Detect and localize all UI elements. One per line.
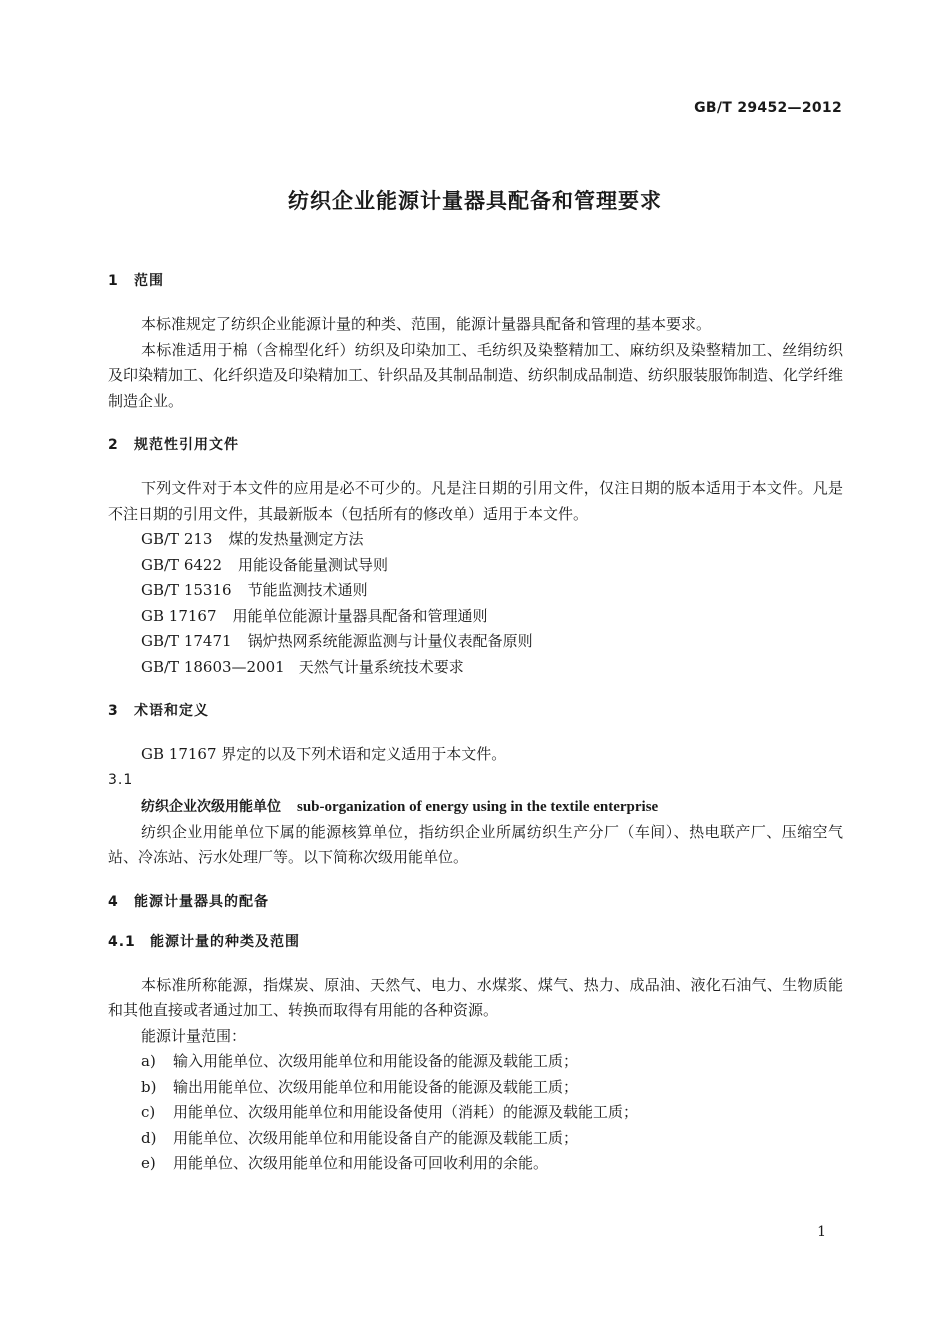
section-title: 能源计量器具的配备	[134, 893, 269, 910]
standard-number: GB/T 29452—2012	[694, 100, 842, 116]
list-marker: c)	[141, 1103, 156, 1121]
section-number: 4	[108, 893, 119, 910]
reference-title: 节能监测技术通则	[247, 581, 368, 599]
reference-title: 天然气计量系统技术要求	[298, 657, 464, 676]
scope-label: 能源计量范围：	[141, 1026, 247, 1045]
list-item	[108, 1151, 843, 1177]
list-text: 输出用能单位、次级用能单位和用能设备的能源及载能工质；	[173, 1077, 579, 1096]
section-title: 规范性引用文件	[134, 437, 239, 453]
list-item	[108, 1075, 843, 1101]
reference-code: GB/T 18603—2001	[141, 657, 285, 676]
reference-code: GB/T 213	[141, 530, 213, 548]
term-definition: 纺织企业用能单位下属的能源核算单位，指纺织企业所属纺织生产分厂（车间）、热电联产厂、压缩空气站、冷冻站、污水处理厂等。以下简称次级用能单位。	[108, 822, 843, 866]
section-title: 术语和定义	[134, 703, 209, 719]
list-text: 用能单位、次级用能单位和用能设备自产的能源及载能工质；	[173, 1128, 579, 1147]
section-4-heading	[108, 889, 843, 915]
reference-item	[108, 604, 843, 630]
list-marker: e)	[141, 1154, 156, 1172]
reference-item	[108, 578, 843, 604]
section-number: 1	[108, 273, 119, 289]
paragraph: 本标准规定了纺织企业能源计量的种类、范围，能源计量器具配备和管理的基本要求。	[141, 315, 712, 333]
list-marker: a)	[141, 1052, 156, 1070]
paragraph: 本标准所称能源，指煤炭、原油、天然气、电力、水煤浆、煤气、热力、成品油、液化石油气、生物质能和其他直接或者通过加工、转换而取得有用能的各种资源。	[108, 975, 843, 1019]
list-text: 输入用能单位、次级用能单位和用能设备的能源及载能工质；	[173, 1052, 579, 1070]
reference-code: GB/T 17471	[141, 632, 232, 650]
reference-code: GB 17167	[141, 606, 217, 625]
list-marker: d)	[141, 1128, 157, 1147]
document-body	[108, 268, 843, 1177]
subsection-number: 4.1	[108, 933, 136, 950]
reference-item	[108, 527, 843, 553]
list-text: 用能单位、次级用能单位和用能设备可回收利用的余能。	[173, 1154, 549, 1172]
reference-item	[108, 553, 843, 579]
section-title: 范围	[134, 273, 164, 289]
section-3-heading	[108, 698, 843, 724]
paragraph: 下列文件对于本文件的应用是必不可少的。凡是注日期的引用文件，仅注日期的版本适用于本文件。凡是不注日期的引用文件，其最新版本（包括所有的修改单）适用于本文件。	[108, 479, 843, 523]
subsection-4-1-heading	[108, 929, 843, 955]
list-marker: b)	[141, 1077, 157, 1096]
reference-code: GB/T 6422	[141, 555, 223, 574]
section-number: 3	[108, 703, 119, 719]
term-entry	[108, 793, 843, 820]
reference-code: GB/T 15316	[141, 581, 232, 599]
paragraph: GB 17167 界定的以及下列术语和定义适用于本文件。	[141, 745, 507, 763]
section-1-heading	[108, 268, 843, 294]
list-item	[108, 1049, 843, 1075]
reference-title: 用能单位能源计量器具配备和管理通则	[232, 606, 488, 625]
subsection-title: 能源计量的种类及范围	[150, 933, 300, 950]
list-item	[108, 1126, 843, 1152]
term-number: 3.1	[108, 771, 134, 788]
list-item	[108, 1100, 843, 1126]
reference-item	[108, 629, 843, 655]
list-text: 用能单位、次级用能单位和用能设备使用（消耗）的能源及载能工质；	[173, 1103, 639, 1121]
page-number: 1	[817, 1224, 826, 1240]
term-chinese: 纺织企业次级用能单位	[141, 798, 281, 815]
section-2-heading	[108, 432, 843, 458]
reference-title: 用能设备能量测试导则	[238, 555, 389, 574]
paragraph: 本标准适用于棉（含棉型化纤）纺织及印染加工、毛纺织及染整精加工、麻纺织及染整精加工、丝绢纺织及印染精加工、化纤织造及印染精加工、针织品及其制品制造、纺织制成品制造、纺织服装服饰制造、化学纤维制造企业。	[108, 340, 844, 410]
reference-title: 煤的发热量测定方法	[228, 530, 364, 548]
reference-item	[108, 655, 843, 681]
document-title: 纺织企业能源计量器具配备和管理要求	[288, 189, 662, 213]
term-english: sub-organization of energy using in the textile enterprise	[297, 798, 659, 815]
reference-title: 锅炉热网系统能源监测与计量仪表配备原则	[247, 632, 533, 650]
section-number: 2	[108, 437, 119, 453]
